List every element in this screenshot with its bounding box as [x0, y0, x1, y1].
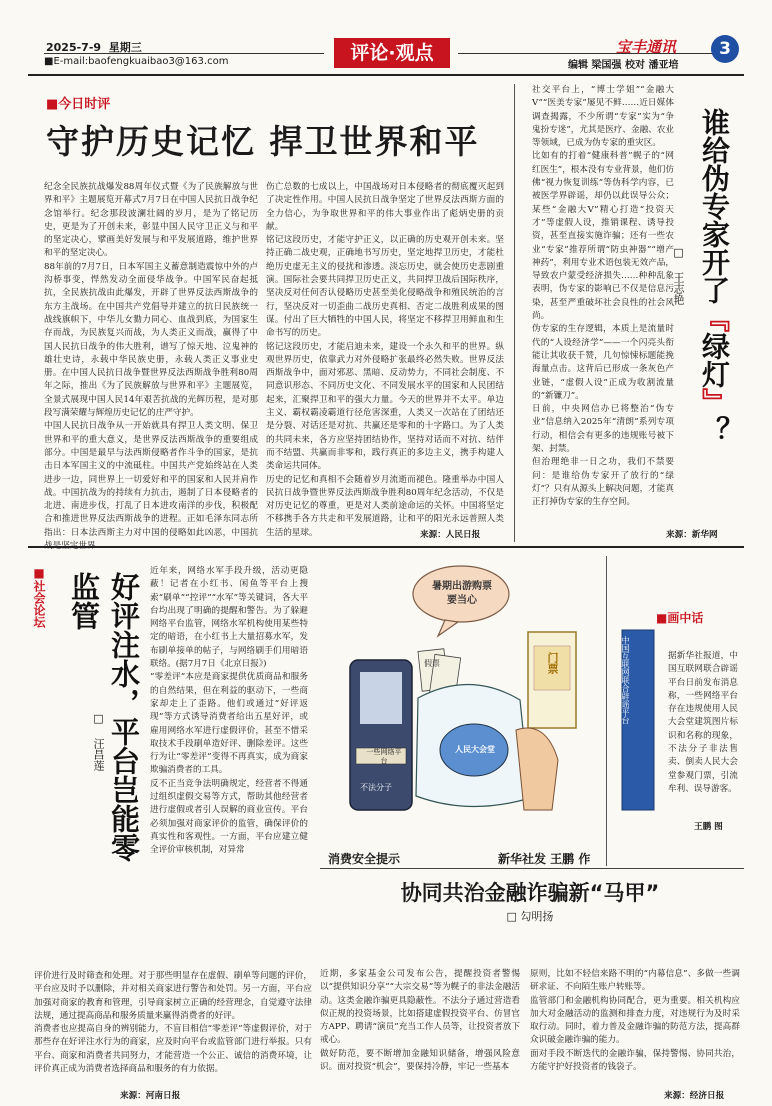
- finance-body-col2: 原则，比如不轻信来路不明的“内幕信息”、多做一些调研求证、不向陌生账户转账等。 监管部门和金融机构协同配合，更为重要。相关机构应加大对金融活动的监测和排查力度，对违规行为及时采取行动。同时，着力普及金融诈骗的防范方法，提高群众识破金融诈骗的能力。 面对手段不断迭代的金融诈骗，保持警惕、协同共治，方能守护好投资者的钱袋子。: [530, 969, 740, 1073]
- column-tag-today: ■今日时评: [46, 97, 111, 112]
- side-headline: 谁给伪专家开了『绿灯』？: [698, 108, 731, 444]
- article-body-col1: 纪念全民族抗战爆发88周年仪式暨《为了民族解放与世界和平》主题展览开幕式7月7日在中国人民抗日战争纪念馆举行。纪念那段波澜壮阔的岁月，是为了铭记历史，更是为了开创未来，彰显中国人民守卫正义与和平的坚定决心，擘画美好发展与和平发展道路，维护世界和平的坚定决心。 88年前的7月7日，日本军国主义蓄意制造震惊中外的卢沟桥事变，悍然发动全面侵华战争。中国军民奋起抵抗，全民族抗战由此爆发，开辟了世界反法西斯战争的东方主战场。在中国共产党倡导并建立的抗日民族统一战线旗帜下，中华儿女勠力同心、血战到底，为国家生存而战，为民族复兴而战，为人类正义而战，赢得了中国人民抗日战争的伟大胜利，谱写了惊天地、泣鬼神的雄壮史诗，永载中华民族史册，永载人类正义事业史册。在中国人民抗日战争暨世界反法西斯战争胜利80周年之际，推出《为了民族解放与世界和平》主题展览，全景式展现中国人民14年艰苦抗战的光辉历程，是对那段写满荣耀与辉煌历史记忆的庄严守护。 中国人民抗日战争从一开始就具有捍卫人类文明、保卫世界和平的重大意义，是世界反法西斯战争的重要组成部分。中国是最早与法西斯侵略者作斗争的国家，是抗击日本军国主义的中流砥柱。中国共产党始终站在人类进步一边，同世界上一切爱好和平的国家和人民并肩作战。中国抗战为的持续有力抗击，遏制了日本侵略者的北进、南进步伐，打乱了日本进攻南洋的步伐，积极配合和推进世界反法西斯战争的进程。正如毛泽东同志所指出：日本法西斯主力对中国的侵略如此凶恶，中国抗战是坚定世界: [44, 182, 258, 552]
- issue-date: 2025-7-9 星期三: [46, 41, 142, 54]
- contact-email: ■E-mail:baofengkuaibao3@163.com: [44, 56, 229, 67]
- headline: 守护历史记忆 捍卫世界和平: [46, 122, 480, 161]
- forum-author: □ 汪昌莲: [92, 712, 105, 771]
- column-tag-picture: ■画中话: [656, 611, 704, 625]
- side-article-body: 社交平台上，“博士学姐”“金融大V”“医美专家”屡见不鲜……近日媒体调查揭露，不少所谓“专家”实为“争鬼扮专迷”，尤其是医疗、金融、农业等领域，已成为伪专家的重灾区。 比如有的打着“健康科普”幌子的“网红医生”，根本没有专业背景，他们仿佛“视力恢复训练”等伪科学内容，已被医学界辟谣，却仍以此误导公众；某些“金融大V”精心打造“投资天才”等虚假人设，推销课程、诱导投资，甚至直接实施诈骗；还有一些农业“专家”推荐所谓“防虫神器”“增产神药”，利用专业术语包装无效产品，导致农户蒙受经济损失……种种乱象表明，伪专家的影响已不仅是信息污染，甚至严重破坏社会良性的社会风尚。 伪专家的生存逻辑，本质上是流量时代的“人设经济学”——一个闪亮头衔能让其收获千赞，几句惊悚标题能挽海量点击。这背后已形成一条灰色产业链，“虚假人设”正成为收割流量的“新镰刀”。 日前，中央网信办已将整治“伪专业”信息纳入2025年“清朗”系列专项行动，相信会有更多的违规账号被下架、封禁。 但治理绝非一日之功，我们不禁要问：是谁给伪专家开了放行的“绿灯”？只有从源头上解决问题，才能真正打掉伪专家的生存空间。: [532, 85, 674, 508]
- side-author: □ 王志艳: [672, 246, 685, 305]
- finance-author: □ 勾明扬: [506, 910, 554, 923]
- cartoon-caption-left: 消费安全提示: [328, 852, 401, 866]
- forum-headline: 好评注水，平台岂能零监管: [67, 572, 141, 862]
- column-tag-forum: ■社会论坛: [32, 566, 46, 628]
- cartoon-main: [320, 560, 602, 840]
- forum-source: 来源：河南日报: [120, 1091, 181, 1101]
- source-credit: 来源：人民日报: [420, 530, 481, 540]
- picture-note: 据新华社报道，中国互联网联合辟谣平台日前发布消息称，一些网络平台存在违规使用人民大会堂建筑图片标识和名称的现象，不法分子非法售卖、倒卖人民大会堂参观门票，引流牟利、误导游客。: [668, 651, 738, 794]
- cartoon-caption-right: 新华社发 王鹏 作: [498, 852, 591, 866]
- section-banner: 评论·观点: [334, 38, 450, 68]
- platform-sign-text: 中国互联网联合辟谣平台: [621, 636, 630, 724]
- page-header: [0, 0, 772, 74]
- picture-credit: 王鹏 图: [694, 822, 723, 832]
- finance-body-col1: 近期，多家基金公司发布公告，提醒投资者警惕以“提供知识分享”“大宗交易”等为幌子的非法金融活动。这类金融诈骗更具隐蔽性。不法分子通过营造看似正规的投资场景，比如搭建虚假投资平台、仿冒官方APP、聘请“演员”充当工作人员等，让投资者放下戒心。 做好防范，要不断增加金融知识储备，增强风险意识。面对投资“机会”，要保持冷静，牢记一些基本: [320, 969, 520, 1073]
- article-body-col2: 伤亡总数的七成以上，中国战场对日本侵略者的彻底覆灭起到了决定性作用。中国人民抗日战争坚定了世界反法西斯方面的全力信心，为争取世界和平的伟大事业作出了彪炳史册的贡献。 铭记这段历史，才能守护正义，以正确的历史观开创未来。坚持正确二战史观，正确地书写历史，坚定地捍卫历史，才能杜绝历史虚无主义的侵扰和渗透。淡忘历史，就会使历史悲剧重演。国际社会要共同捍卫历史正义，共同捍卫战后国际秩序，坚决反对任何否认侵略历史甚至美化侵略战争和殖民统治的言行，坚决反对一切歪曲二战历史真相、否定二战胜利成果的图谋。付出了巨大牺牲的中国人民，将坚定不移捍卫用鲜血和生命书写的历史。 铭记这段历史，才能启迪未来，建设一个永久和平的世界。纵观世界历史，依靠武力对外侵略扩张最终必然失败。世界反法西斯战争中，面对邪恶、黑暗、反动势力，不同社会制度、不同意识形态、不同历史文化、不同发展水平的国家和人民团结起来，汇聚捍卫和平的强大力量。今天的世界并不太平。单边主义、霸权霸凌霸道行径危害深重，人类又一次站在了团结还是分裂、对话还是对抗、共赢还是零和的十字路口。为了人类的共同未来，各方应坚持团结协作，坚持对话而不对抗、结伴而不结盟、共赢而非零和，践行真正的多边主义，携手构建人类命运共同体。 历史的记忆和真相不会随着岁月流逝而褪色。隆重举办中国人民抗日战争暨世界反法西斯战争胜利80周年纪念活动，不仅是对历史记忆的尊重，更是对人类前途命运的关怀。中国将坚定不移携手各方共走和平发展道路，让和平的阳光永远普照人类生活的星球。: [266, 182, 504, 538]
- forum-body-top: 近年来，网络水军手段升级，活动更隐蔽！记者在小红书、闲鱼等平台上搜索“刷单”“控评”“水军”等关键词，各大平台均出现了明确的提醒和警告。为了躲避网络平台监管，网络水军机构使用某些特定的暗语，在小红书上大量招募水军，发布刷单接单的帖子，与网络刷手们用暗语联络。(据7月7日《北京日报》) “零差评”本应是商家提供优质商品和服务的自然结果，但在利益的驱动下，一些商家却走上了歪路。他们或通过“好评返现”等方式诱导消费者给出五星好评，或雇用网络水军进行虚假评价，甚至不惜采取技术手段刷单造好评、删除差评。这些行为让“零差评”变得不再真实，成为商家欺骗消费者的工具。 反不正当竞争法明确规定，经营者不得通过组织虚假交易等方式，帮助其他经营者进行虚假或者引人误解的商业宣传。平台必须加强对商家评价的监管，确保评价的真实性和客观性。一方面，平台应建立健全评价审核机制，对异常: [150, 566, 308, 856]
- speech-balloon: 暑期出游购票要当心: [432, 581, 492, 606]
- side-source: 来源：新华网: [666, 530, 718, 540]
- side-article-cont: [532, 370, 738, 532]
- page-number: 3: [711, 35, 739, 63]
- staff-credits: 编辑 梁国强 校对 潘亚培: [568, 60, 679, 71]
- platform-sign: 一些网络平台: [366, 748, 402, 765]
- ticket-door-label: 门票: [546, 652, 559, 674]
- fake-ticket-label: 假票: [424, 659, 440, 668]
- finance-source: 来源：经济日报: [664, 1091, 725, 1101]
- brand-logo: 宝丰通讯: [616, 38, 677, 56]
- forum-body-bottom: 评价进行及时筛查和处理。对于那些明显存在虚假、刷单等问题的评价，平台应及时予以删除，并对相关商家进行警告和处罚。另一方面，平台应加强对商家的教育和管理，引导商家树立正确的经营理念，自觉遵守法律法规，通过提高商品和服务质量来赢得消费者的好评。 消费者也应提高自身的辨别能力，不盲目相信“零差评”等虚假评价，对于那些存在好评注水行为的商家，应及时向平台或监管部门进行举报。只有平台、商家和消费者共同努力，才能营造一个公正、诚信的消费环境，让评价真正成为消费者选择商品和服务的有力依据。: [34, 971, 312, 1075]
- finance-headline: 协同共治金融诈骗新“马甲”: [400, 881, 660, 905]
- fraudster-tag: 不法分子: [360, 783, 392, 792]
- hall-label: 人民大会堂: [455, 745, 495, 754]
